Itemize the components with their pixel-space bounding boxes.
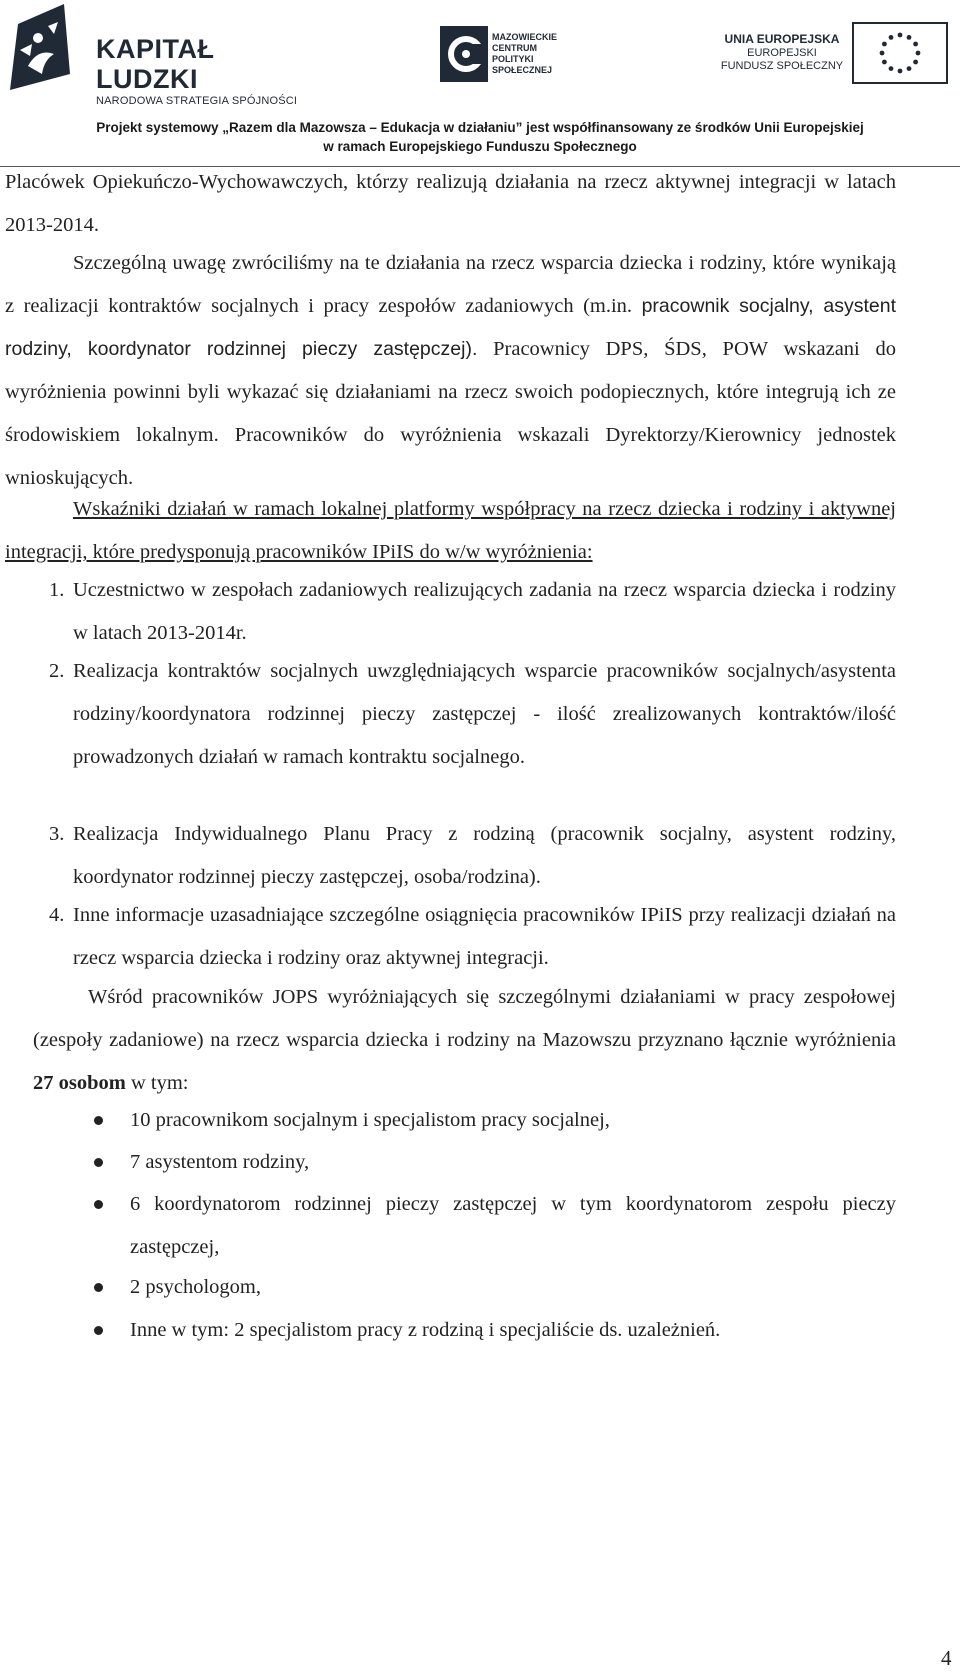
eu-logo [720,22,952,86]
eu-title: UNIA EUROPEJSKA [724,32,840,46]
bullet-icon [94,1158,103,1167]
project-statement-line1: Projekt systemowy „Razem dla Mazowsza – Edukacja w działaniu” jest współfinansowany ze środków Unii Europejskiej [96,120,864,135]
mcps-line: SPOŁECZNEJ [492,65,553,75]
kapital-ludzki-logo [8,4,308,107]
paragraph-awards [33,976,896,1105]
paragraph-awards-part1: Wśród pracowników JOPS wyróżniających się szczególnymi działaniami w pracy zespołowej (zespoły zadaniowe) na rzecz wsparcia dziecka i rodziny na Mazowszu przyznano łącznie wyróżnienia [33,986,896,1051]
page-number: 4 [941,1646,952,1670]
paragraph-2 [5,242,896,500]
bullet-item-3: 6 koordynatorom rodzinnej pieczy zastępczej w tym koordynatorom zespołu pieczy zastępczej, [130,1193,896,1258]
awards-count: 27 osobom [33,1072,126,1094]
bullet-item-5: Inne w tym: 2 specjalistom pracy z rodziną i specjaliście ds. uzależnień. [130,1319,721,1341]
bullet-icon [94,1116,103,1125]
list-number-3: 3. [49,823,65,845]
list-number-2: 2. [49,660,65,682]
list-number-4: 4. [49,904,65,926]
project-statement-line2: w ramach Europejskiego Funduszu Społecznego [323,139,637,154]
paragraph-2-part3: Pracownicy DPS, ŚDS, POW wskazani do wyróżnienia powinni byli wykazać się działaniami na rzecz swoich podopiecznych, które integrują ich ze środowiskiem lokalnym. Pracowników do wyróżnienia wskazali Dyrektorzy/Kierownicy jednostek wnioskujących. [5,338,896,489]
mcps-logo [440,26,580,86]
paragraph-2-part2: pracownik socjalny, asystent rodziny, koordynator rodzinnej pieczy zastępczej). [5,295,897,360]
paragraph-awards-part3: w tym: [125,1072,189,1094]
paragraph-2-part1: Szczególną uwagę zwróciliśmy na te działania na rzecz wsparcia dziecka i rodziny, które wynikają z realizacji kontraktów socjalnych i pracy zespołów zadaniowych (m.in. [5,252,896,317]
list-item-3: Realizacja Indywidualnego Planu Pracy z rodziną (pracownik socjalny, asystent rodziny, koordynator rodzinnej pieczy zastępczej, osoba/rodzina). [73,823,896,888]
eu-subtitle-line1: EUROPEJSKI [747,47,817,59]
eu-subtitle-line2: FUNDUSZ SPOŁECZNY [720,60,844,72]
mcps-emblem-icon [440,26,488,82]
indicators-heading: Wskaźniki działań w ramach lokalnej platformy współpracy na rzecz dziecka i rodziny i aktywnej integracji, które predysponują pracowników IPiIS do w/w wyróżnienia: [5,498,896,563]
kapital-ludzki-title: KAPITAŁ LUDZKI [96,34,215,94]
project-statement [0,118,960,156]
kapital-ludzki-subtitle: NARODOWA STRATEGIA SPÓJNOŚCI [96,95,298,107]
list-item-4: Inne informacje uzasadniające szczególne osiągnięcia pracowników IPiIS przy realizacji działań na rzecz wsparcia dziecka i rodziny oraz aktywnej integracji. [73,904,896,969]
bullet-item-4: 2 psychologom, [130,1276,261,1298]
eu-flag-icon [852,22,948,84]
mcps-line: CENTRUM [492,43,537,53]
bullet-icon [94,1200,103,1209]
bullet-item-1: 10 pracownikom socjalnym i specjalistom pracy socjalnej, [130,1109,610,1131]
mcps-line: MAZOWIECKIE [492,32,557,42]
list-number-1: 1. [49,579,65,601]
list-item-2: Realizacja kontraktów socjalnych uwzględniających wsparcie pracowników socjalnych/asystenta rodziny/koordynatora rodzinnej pieczy zastępczej - ilość zrealizowanych kontraktów/ilość prowadzonych działań w ramach kontraktu socjalnego. [73,660,896,768]
mcps-name [492,32,557,76]
bullet-icon [94,1326,103,1335]
kapital-ludzki-emblem-icon [8,4,88,94]
paragraph-1: Placówek Opiekuńczo-Wychowawczych, którzy realizują działania na rzecz aktywnej integracji w latach 2013-2014. [5,171,896,236]
document-header [0,0,960,166]
bullet-icon [94,1283,103,1292]
mcps-line: POLITYKI [492,54,534,64]
bullet-item-2: 7 asystentom rodziny, [130,1151,310,1173]
list-item-1: Uczestnictwo w zespołach zadaniowych realizujących zadania na rzecz wsparcia dziecka i rodziny w latach 2013-2014r. [73,579,896,644]
